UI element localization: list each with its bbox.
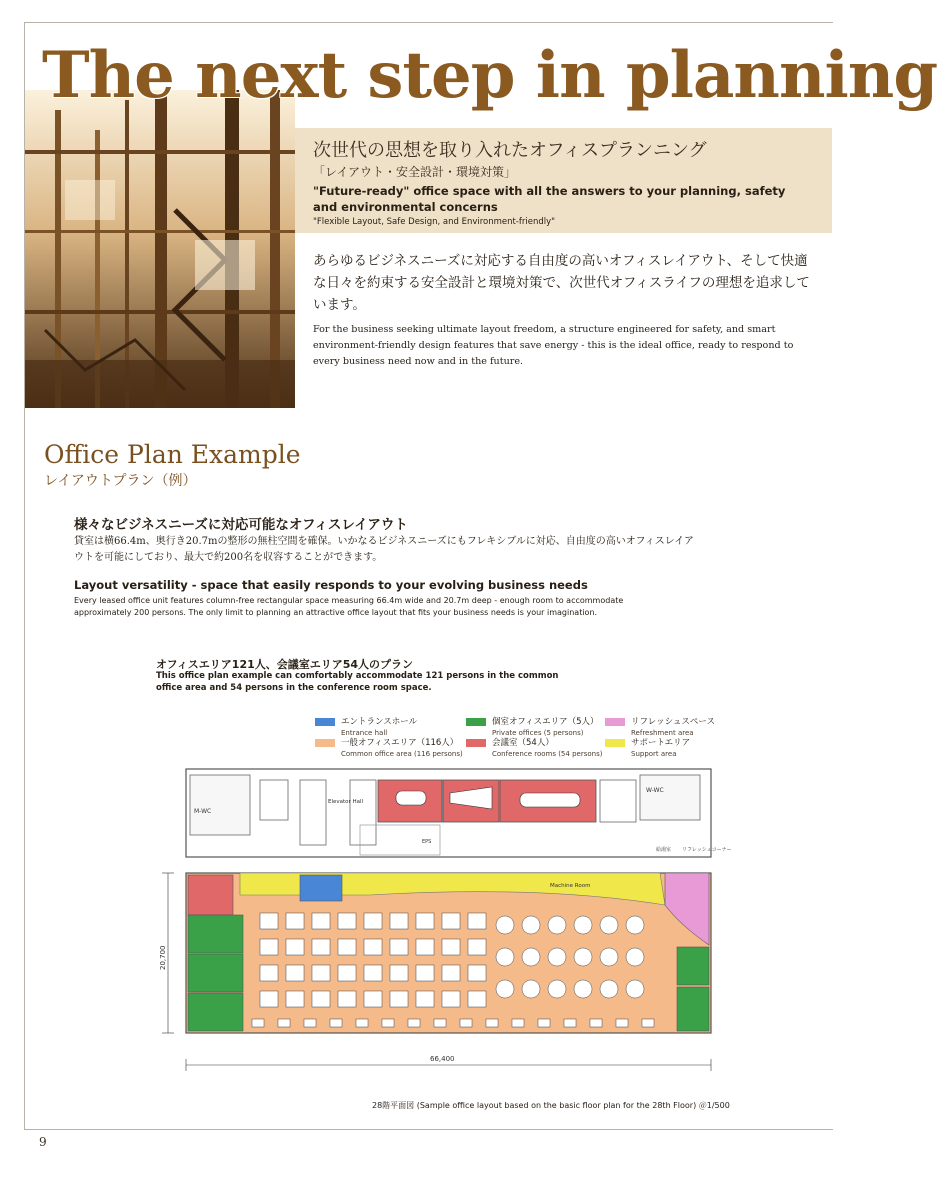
- legend-swatch: [466, 718, 486, 726]
- lounge-seat: [590, 1019, 602, 1027]
- lounge-seat: [434, 1019, 446, 1027]
- plan-jp-title: オフィスエリア121人、会議室エリア54人のプラン: [156, 658, 414, 671]
- legend-swatch: [605, 739, 625, 747]
- desk: [468, 939, 486, 955]
- lounge-seat: [252, 1019, 264, 1027]
- legend-swatch: [466, 739, 486, 747]
- lounge-seat: [486, 1019, 498, 1027]
- versatility-jp-heading: 様々なビジネスニーズに対応可能なオフィスレイアウト: [74, 517, 408, 533]
- intro-en-body: For the business seeking ultimate layout freedom, a structure engineered for safety, and smart environment-friendly design features that save energy - this is the ideal office, ready to respond to every business need now and in the future.: [313, 324, 794, 367]
- private-office-2: [188, 954, 243, 992]
- desk: [286, 965, 304, 981]
- private-office-4: [677, 947, 709, 985]
- workstation-cluster: [522, 980, 540, 998]
- desk: [390, 965, 408, 981]
- legend-label-jp: 会議室（54人）: [492, 738, 554, 748]
- section-title: Office Plan Example: [44, 440, 301, 469]
- desk: [416, 939, 434, 955]
- private-office-5: [677, 987, 709, 1031]
- legend-label-jp: 個室オフィスエリア（5人）: [492, 717, 599, 727]
- desk: [416, 991, 434, 1007]
- legend-label-jp: エントランスホール: [341, 717, 418, 727]
- desk: [364, 965, 382, 981]
- lounge-seat: [512, 1019, 524, 1027]
- desk: [338, 965, 356, 981]
- versatility-en-body: Every leased office unit features column-free rectangular space measuring 66.4m wide and 20.7m deep - enough room to accommodate approximately 200 persons. The only limit to planning an attractive office layout that fits your business needs is your imagination.: [74, 596, 624, 617]
- desk: [364, 991, 382, 1007]
- desk: [286, 939, 304, 955]
- width-dimension-label: 66,400: [430, 1055, 455, 1063]
- mwc-right-label: W-WC: [646, 787, 664, 794]
- machine-room-label: Machine Room: [550, 883, 591, 889]
- lounge-seat: [642, 1019, 654, 1027]
- workstation-cluster: [600, 948, 618, 966]
- workstation-cluster: [626, 916, 644, 934]
- desk: [416, 965, 434, 981]
- desk: [312, 913, 330, 929]
- legend-label-en: Refreshment area: [631, 729, 694, 737]
- lounge-seat: [460, 1019, 472, 1027]
- lounge-seat: [356, 1019, 368, 1027]
- workstation-cluster: [496, 916, 514, 934]
- intro-en-subheading: "Flexible Layout, Safe Design, and Environment-friendly": [313, 217, 556, 227]
- desk: [468, 913, 486, 929]
- lounge-seat: [538, 1019, 550, 1027]
- desk: [312, 991, 330, 1007]
- elevator-hall-label: Elevator Hall: [328, 799, 364, 805]
- versatility-jp-body: 貸室は横66.4m、奥行き20.7mの整形の無柱空間を確保。いかなるビジネスニーズにもフレキシブルに対応、自由度の高いオフィスレイアウトを可能にしており、最大で約200名を収容することができます。: [74, 536, 694, 563]
- page-title: The next step in planning: [42, 38, 937, 113]
- private-office-1: [188, 915, 243, 953]
- restroom-block-right: [640, 775, 700, 820]
- desk: [260, 965, 278, 981]
- lounge-seat: [382, 1019, 394, 1027]
- lounge-seat: [408, 1019, 420, 1027]
- conference-room-4: [188, 875, 233, 915]
- restroom-block-left: [190, 775, 250, 835]
- workstation-cluster: [522, 948, 540, 966]
- kitchen-label: 給湯室: [656, 847, 672, 853]
- lounge-seat: [278, 1019, 290, 1027]
- legend-swatch: [315, 718, 335, 726]
- refresh-corner-label: リフレッシュコーナー: [682, 847, 732, 853]
- workstation-cluster: [496, 980, 514, 998]
- depth-dimension-label: 20,700: [159, 945, 167, 970]
- intro-en-heading: "Future-ready" office space with all the answers to your planning, safety and environmental concerns: [313, 184, 786, 214]
- lounge-seat: [616, 1019, 628, 1027]
- lounge-seat: [564, 1019, 576, 1027]
- legend-label-jp: サポートエリア: [631, 738, 691, 748]
- desk: [338, 913, 356, 929]
- mwc-left-label: M-WC: [194, 808, 212, 815]
- desk: [286, 913, 304, 929]
- desk: [338, 991, 356, 1007]
- legend-label-en: Support area: [631, 750, 677, 758]
- legend-swatch: [315, 739, 335, 747]
- private-office-3: [188, 993, 243, 1031]
- desk: [390, 913, 408, 929]
- workstation-cluster: [600, 916, 618, 934]
- intro-jp-body: あらゆるビジネスニーズに対応する自由度の高いオフィスレイアウト、そして快適な日々を約束する安全設計と環境対策で、次世代オフィスライフの理想を追求しています。: [313, 253, 810, 313]
- desk: [364, 939, 382, 955]
- desk: [286, 991, 304, 1007]
- workstation-cluster: [548, 948, 566, 966]
- desk: [260, 939, 278, 955]
- workstation-cluster: [626, 948, 644, 966]
- atrium-photo: [25, 90, 295, 408]
- desk: [260, 991, 278, 1007]
- page-number: 9: [39, 1135, 47, 1149]
- desk: [260, 913, 278, 929]
- desk: [416, 913, 434, 929]
- intro-jp-subheading: 「レイアウト・安全設計・環境対策」: [313, 165, 517, 179]
- desk: [312, 965, 330, 981]
- desk: [312, 939, 330, 955]
- workstation-cluster: [600, 980, 618, 998]
- desk: [364, 913, 382, 929]
- plan-en-title: This office plan example can comfortably accommodate 121 persons in the common office area and 54 persons in the conference room space.: [156, 671, 559, 693]
- lounge-seat: [330, 1019, 342, 1027]
- workstation-cluster: [574, 916, 592, 934]
- workstation-cluster: [574, 980, 592, 998]
- desk: [442, 913, 460, 929]
- desk: [442, 991, 460, 1007]
- workstation-cluster: [548, 980, 566, 998]
- floor-plan-drawing: [159, 765, 732, 1095]
- intro-jp-heading: 次世代の思想を取り入れたオフィスプランニング: [313, 140, 707, 161]
- workstation-cluster: [496, 948, 514, 966]
- legend-label-en: Private offices (5 persons): [492, 729, 584, 737]
- desk: [338, 939, 356, 955]
- legend-label-en: Conference rooms (54 persons): [492, 750, 603, 758]
- desk: [468, 965, 486, 981]
- desk: [442, 939, 460, 955]
- legend-label-en: Entrance hall: [341, 729, 388, 737]
- workstation-cluster: [574, 948, 592, 966]
- plan-caption: 28階平面図 (Sample office layout based on the basic floor plan for the 28th Floor) ＠1/500: [372, 1101, 730, 1110]
- eps-label: EPS: [422, 839, 432, 845]
- section-subtitle: レイアウトプラン（例）: [44, 473, 197, 489]
- workstation-cluster: [548, 916, 566, 934]
- versatility-en-heading: Layout versatility - space that easily responds to your evolving business needs: [74, 578, 588, 592]
- desk: [442, 965, 460, 981]
- legend-label-jp: リフレッシュスペース: [631, 717, 715, 727]
- workstation-cluster: [522, 916, 540, 934]
- entrance-hall: [300, 875, 342, 901]
- desk: [390, 939, 408, 955]
- legend-label-jp: 一般オフィスエリア（116人）: [341, 738, 459, 748]
- lounge-seat: [304, 1019, 316, 1027]
- workstation-cluster: [626, 980, 644, 998]
- legend-swatch: [605, 718, 625, 726]
- legend-label-en: Common office area (116 persons): [341, 750, 463, 758]
- desk: [390, 991, 408, 1007]
- desk: [468, 991, 486, 1007]
